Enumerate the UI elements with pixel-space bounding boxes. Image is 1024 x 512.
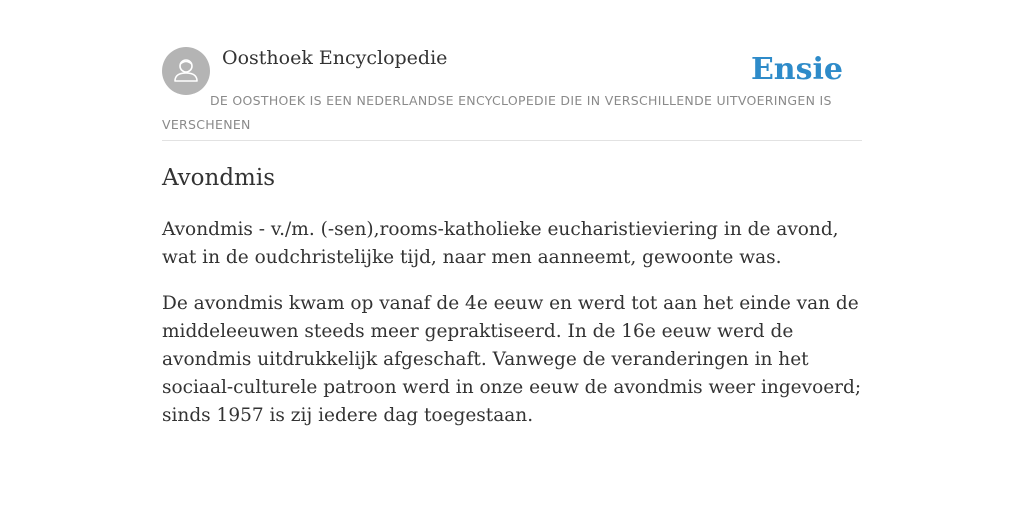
article-paragraph: De avondmis kwam op vanaf de 4e eeuw en werd tot aan het einde van de middeleeuwen steeds meer gepraktiseerd. In de 16e eeuw werd de avondmis uitdrukkelijk afgeschaft. Vanwege de veranderingen in het sociaal-culturele patroon werd in onze eeuw de avondmis weer ingevoerd; sinds 1957 is zij iedere dag toegestaan. bbox=[162, 293, 862, 426]
brand-logo[interactable]: Ensie bbox=[750, 52, 843, 87]
page-header bbox=[162, 0, 862, 141]
page bbox=[162, 0, 862, 426]
article-paragraph: Avondmis - v./m. (-sen),rooms-katholieke eucharistieviering in de avond, wat in de oudchristelijke tijd, naar men aanneemt, gewoonte was. bbox=[162, 219, 839, 268]
site-tagline: DE OOSTHOEK IS EEN NEDERLANDSE ENCYCLOPEDIE DIE IN VERSCHILLENDE UITVOERINGEN IS VERSCHENEN bbox=[162, 93, 832, 132]
avatar[interactable] bbox=[162, 47, 210, 95]
user-icon bbox=[162, 47, 210, 95]
site-title[interactable]: Oosthoek Encyclopedie bbox=[222, 47, 448, 69]
article-title: Avondmis bbox=[162, 165, 276, 191]
article-body bbox=[162, 216, 862, 448]
